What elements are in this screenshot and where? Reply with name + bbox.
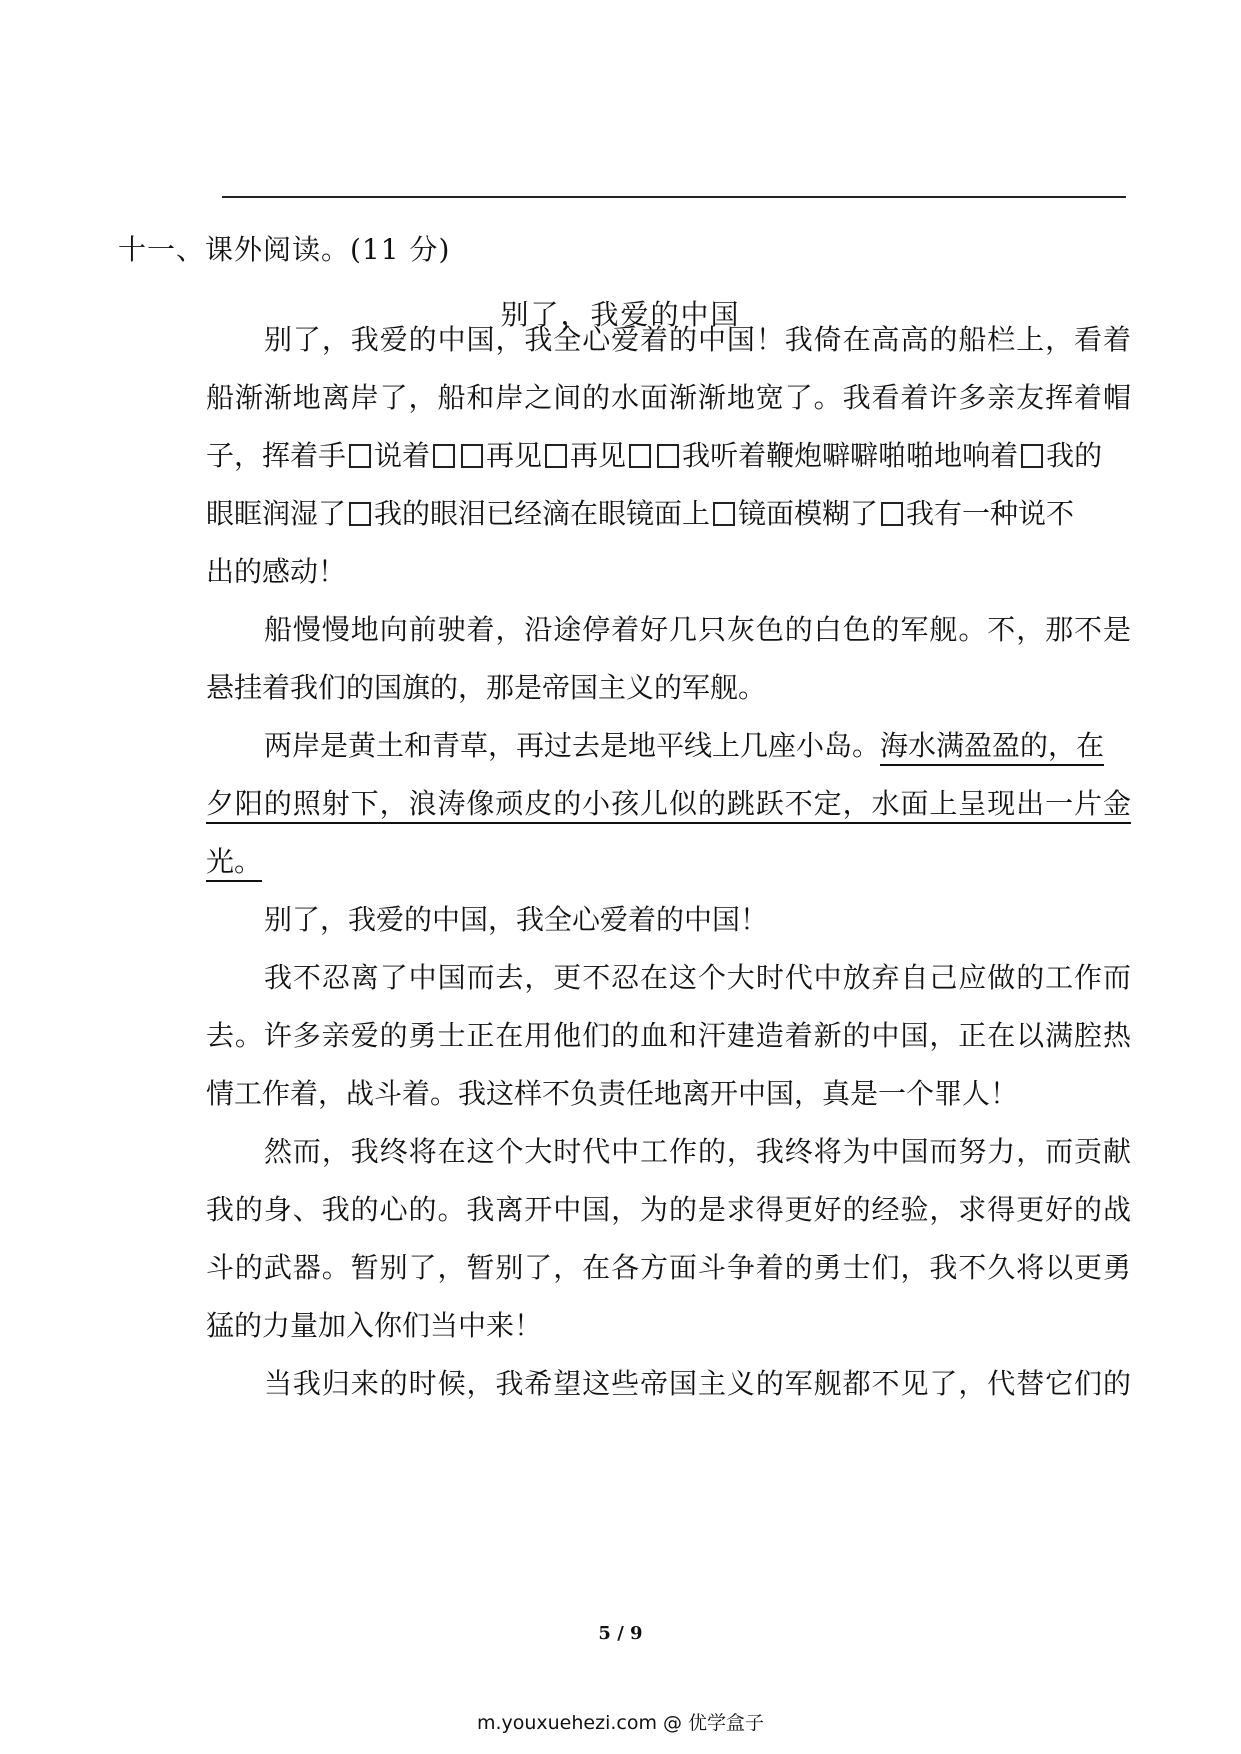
text-line-1: 别了，我爱的中国，我全心爱着的中国！我倚在高高的船栏上，看着 bbox=[264, 323, 1131, 356]
page-number: 5 / 9 bbox=[598, 1623, 643, 1644]
text-line-7: 悬挂着我们的国旗的，那是帝国主义的军舰。 bbox=[206, 671, 767, 704]
punctuation-blank-box[interactable] bbox=[349, 502, 371, 526]
punctuation-blank-box[interactable] bbox=[433, 444, 455, 468]
article-title: 别了，我爱的中国 bbox=[500, 298, 741, 331]
text-line-11: 别了，我爱的中国，我全心爱着的中国！ bbox=[264, 903, 769, 936]
section-heading: 十一、课外阅读。(11 分) bbox=[118, 233, 451, 266]
text-line-8: 两岸是黄土和青草，再过去是地平线上几座小岛。海水满盈盈的，在 bbox=[264, 729, 1105, 762]
underlined-sentence: 夕阳的照射下，浪涛像顽皮的小孩儿似的跳跃不定，水面上呈现出一片金 bbox=[206, 787, 1131, 820]
text-line-5: 出的感动！ bbox=[206, 555, 347, 588]
underlined-sentence: 海水满盈盈的，在 bbox=[880, 729, 1105, 762]
text-line-6: 船慢慢地向前驶着，沿途停着好几只灰色的白色的军舰。不，那不是 bbox=[264, 613, 1131, 646]
text-line-9 bbox=[206, 784, 1131, 824]
footer-watermark: m.youxuehezi.com @ 优学盒子 bbox=[476, 1712, 765, 1734]
text-line-13: 去。许多亲爱的勇士正在用他们的血和汗建造着新的中国，正在以满腔热 bbox=[206, 1019, 1131, 1052]
text-line-10 bbox=[206, 842, 1131, 882]
punctuation-blank-box[interactable] bbox=[349, 444, 371, 468]
text-line-14: 情工作着，战斗着。我这样不负责任地离开中国，真是一个罪人！ bbox=[206, 1077, 1019, 1110]
text-line-18: 猛的力量加入你们当中来！ bbox=[206, 1309, 543, 1342]
text-line-16: 我的身、我的心的。我离开中国，为的是求得更好的经验，求得更好的战 bbox=[206, 1193, 1131, 1226]
punctuation-blank-box[interactable] bbox=[713, 502, 735, 526]
text-line-4: 眼眶润湿了 我的眼泪已经滴在眼镜面上 镜面模糊了 我有一种说不 bbox=[206, 497, 1075, 530]
punctuation-blank-box[interactable] bbox=[545, 444, 567, 468]
text-line-2: 船渐渐地离岸了，船和岸之间的水面渐渐地宽了。我看着许多亲友挥着帽 bbox=[206, 381, 1131, 414]
punctuation-blank-box[interactable] bbox=[881, 502, 903, 526]
text-line-19: 当我归来的时候，我希望这些帝国主义的军舰都不见了，代替它们的 bbox=[264, 1367, 1131, 1400]
text-line-17: 斗的武器。暂别了，暂别了，在各方面斗争着的勇士们，我不久将以更勇 bbox=[206, 1251, 1131, 1284]
underlined-sentence: 光。 bbox=[206, 845, 263, 878]
punctuation-blank-box[interactable] bbox=[1021, 444, 1043, 468]
text-line-15: 然而，我终将在这个大时代中工作的，我终将为中国而努力，而贡献 bbox=[264, 1135, 1131, 1168]
text-line-12: 我不忍离了中国而去，更不忍在这个大时代中放弃自己应做的工作而 bbox=[264, 961, 1131, 994]
answer-rule-line bbox=[222, 196, 1126, 198]
punctuation-blank-box[interactable] bbox=[461, 444, 483, 468]
punctuation-blank-box[interactable] bbox=[657, 444, 679, 468]
text-line-3: 子，挥着手 说着 再见 再见 我听着鞭炮噼噼啪啪地响着 我的 bbox=[206, 439, 1103, 472]
punctuation-blank-box[interactable] bbox=[629, 444, 651, 468]
